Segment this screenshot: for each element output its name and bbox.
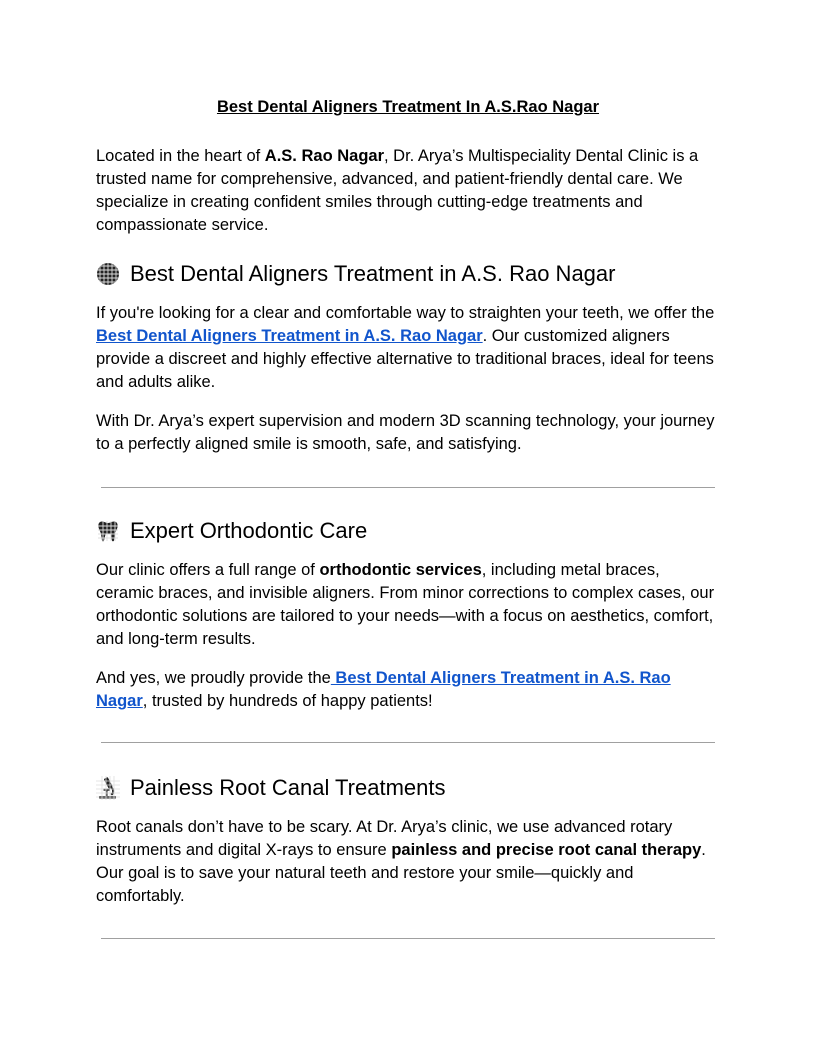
paragraph-text-cont: . Our customized aligners provide a discreet and highly effective alternative to traditional braces, ideal for teens and adults alike. (96, 327, 714, 391)
tooth-icon (96, 519, 120, 543)
aligners-paragraph-1 (96, 302, 720, 394)
paragraph-text: Our clinic offers a full range of (96, 561, 320, 579)
aligners-link[interactable]: Best Dental Aligners Treatment in A.S. Rao Nagar (96, 327, 483, 345)
grid-circle-icon (96, 262, 120, 286)
paragraph-text: If you're looking for a clear and comfortable way to straighten your teeth, we offer the (96, 304, 715, 322)
orthodontic-paragraph-1 (96, 559, 720, 651)
paragraph-text-cont: , trusted by hundreds of happy patients! (142, 692, 433, 710)
root-canal-paragraph (96, 816, 720, 908)
paragraph-bold: painless and precise root canal therapy (391, 841, 702, 859)
section-heading-text: Painless Root Canal Treatments (130, 775, 446, 800)
intro-paragraph (96, 145, 720, 237)
document-page (96, 96, 720, 939)
divider (101, 938, 715, 939)
section-heading-text: Best Dental Aligners Treatment in A.S. Rao Nagar (130, 261, 616, 286)
intro-text: Located in the heart of (96, 147, 265, 165)
aligners-paragraph-2: With Dr. Arya’s expert supervision and modern 3D scanning technology, your journey to a perfectly aligned smile is smooth, safe, and satisfying. (96, 412, 715, 453)
divider (101, 742, 715, 743)
microscope-icon (96, 776, 120, 800)
paragraph-text: And yes, we proudly provide the (96, 669, 331, 687)
intro-bold: A.S. Rao Nagar (264, 147, 384, 165)
divider (101, 487, 715, 488)
paragraph-text-cont: , including metal braces, ceramic braces, and invisible aligners. From minor corrections to complex cases, our orthodontic solutions are tailored to your needs—with a focus on aesthetics, comfort, and long-term results. (96, 561, 715, 648)
intro-text-cont: , Dr. Arya’s Multispeciality Dental Clinic is a trusted name for comprehensive, advanced, and patient-friendly dental care. We specialize in creating confident smiles through cutting-edge treatments and compassionate service. (96, 147, 699, 234)
section-heading-root-canal (96, 774, 720, 802)
paragraph-text: Root canals don’t have to be scary. At Dr. Arya’s clinic, we use advanced rotary instruments and digital X-rays to ensure (96, 818, 673, 859)
paragraph-bold: orthodontic services (319, 561, 482, 579)
section-heading-text: Expert Orthodontic Care (130, 518, 368, 543)
section-heading-aligners (96, 260, 720, 288)
document-title: Best Dental Aligners Treatment In A.S.Rao Nagar (216, 98, 600, 116)
aligners-link-2[interactable]: Best Dental Aligners Treatment in A.S. Rao Nagar (96, 669, 671, 710)
orthodontic-paragraph-2 (96, 667, 720, 713)
paragraph-text-cont: . Our goal is to save your natural teeth and restore your smile—quickly and comfortably. (96, 841, 706, 905)
section-heading-orthodontic (96, 517, 720, 545)
